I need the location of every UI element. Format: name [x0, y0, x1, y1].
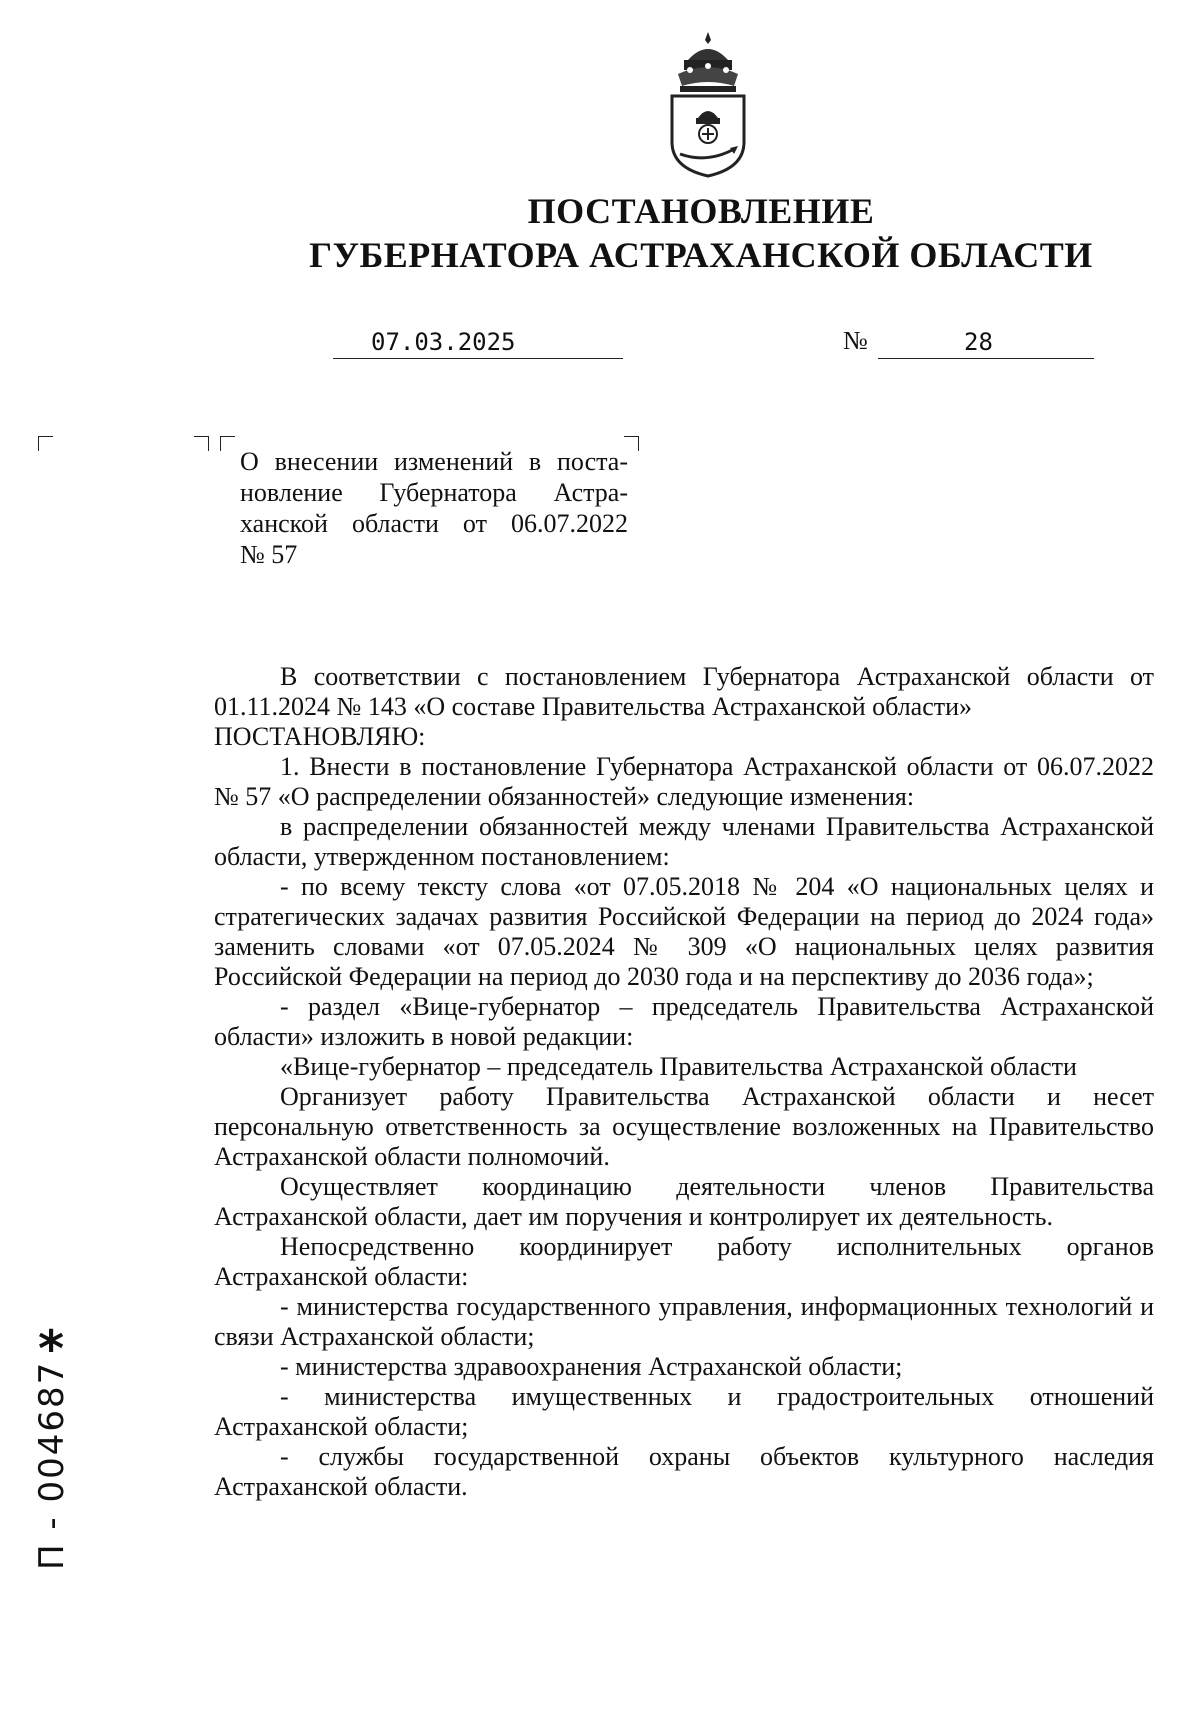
subject-bracket-mark	[220, 436, 235, 451]
body-paragraph: в распределении обязанностей между членами Правительства Астраханской области, утвержденном постановлением:	[214, 812, 1154, 871]
margin-asterisk: *	[38, 1320, 65, 1378]
subject-line: № 57	[240, 540, 298, 569]
body-paragraph: Организует работу Правительства Астраханской области и несет персональную ответственность за осуществление возложенных на Правительство Астраханской области полномочий.	[214, 1082, 1154, 1171]
body-paragraph: «Вице-губернатор – председатель Правительства Астраханской области	[280, 1052, 1077, 1081]
document-date: 07.03.2025	[371, 328, 516, 356]
body-paragraph: - министерства государственного управления, информационных технологий и связи Астраханской области;	[214, 1292, 1154, 1351]
subject-block	[240, 446, 628, 570]
document-number: 28	[964, 328, 993, 356]
document-title: ПОСТАНОВЛЕНИЕ	[527, 191, 875, 231]
body-paragraph: - по всему тексту слова «от 07.05.2018 № 204 «О национальных целях и стратегических задачах развития Российской Федерации на период до 2024 года» заменить словами «от 07.05.2024 № 309 «О национальных целях развития Российской Федерации на период до 2030 года и на перспективу до 2036 года»;	[214, 872, 1154, 991]
left-margin-corner-mark	[38, 436, 53, 451]
subject-line: новление Губернатора Астра-	[240, 478, 628, 507]
subject-line: О внесении изменений в поста-	[240, 447, 628, 476]
body-paragraph: - службы государственной охраны объектов культурного наследия Астраханской области.	[214, 1442, 1154, 1501]
coat-of-arms-emblem	[664, 30, 752, 180]
body-paragraph: В соответствии с постановлением Губернатора Астраханской области от 01.11.2024 № 143 «О составе Правительства Астраханской области»	[214, 662, 1154, 721]
body-paragraph: Непосредственно координирует работу исполнительных органов Астраханской области:	[214, 1232, 1154, 1291]
number-field	[878, 322, 1094, 359]
body-paragraph: Осуществляет координацию деятельности членов Правительства Астраханской области, дает им поручения и контролирует их деятельность.	[214, 1172, 1154, 1231]
body-paragraph: - раздел «Вице-губернатор – председатель Правительства Астраханской области» изложить в новой редакции:	[214, 992, 1154, 1051]
body-paragraph: ПОСТАНОВЛЯЮ:	[214, 722, 426, 751]
date-field	[333, 322, 623, 359]
body-paragraph: - министерства здравоохранения Астраханской области;	[280, 1352, 903, 1381]
subject-bracket-mark	[194, 436, 209, 451]
subject-line: ханской области от 06.07.2022	[240, 509, 628, 538]
number-label: №	[843, 326, 868, 355]
document-body	[214, 662, 1154, 1502]
body-paragraph: - министерства имущественных и градостроительных отношений Астраханской области;	[214, 1382, 1154, 1441]
serial-number: П - 004687	[32, 1360, 72, 1570]
document-issuer: ГУБЕРНАТОРА АСТРАХАНСКОЙ ОБЛАСТИ	[309, 235, 1093, 275]
body-paragraph: 1. Внести в постановление Губернатора Астраханской области от 06.07.2022 № 57 «О распределении обязанностей» следующие изменения:	[214, 752, 1154, 811]
